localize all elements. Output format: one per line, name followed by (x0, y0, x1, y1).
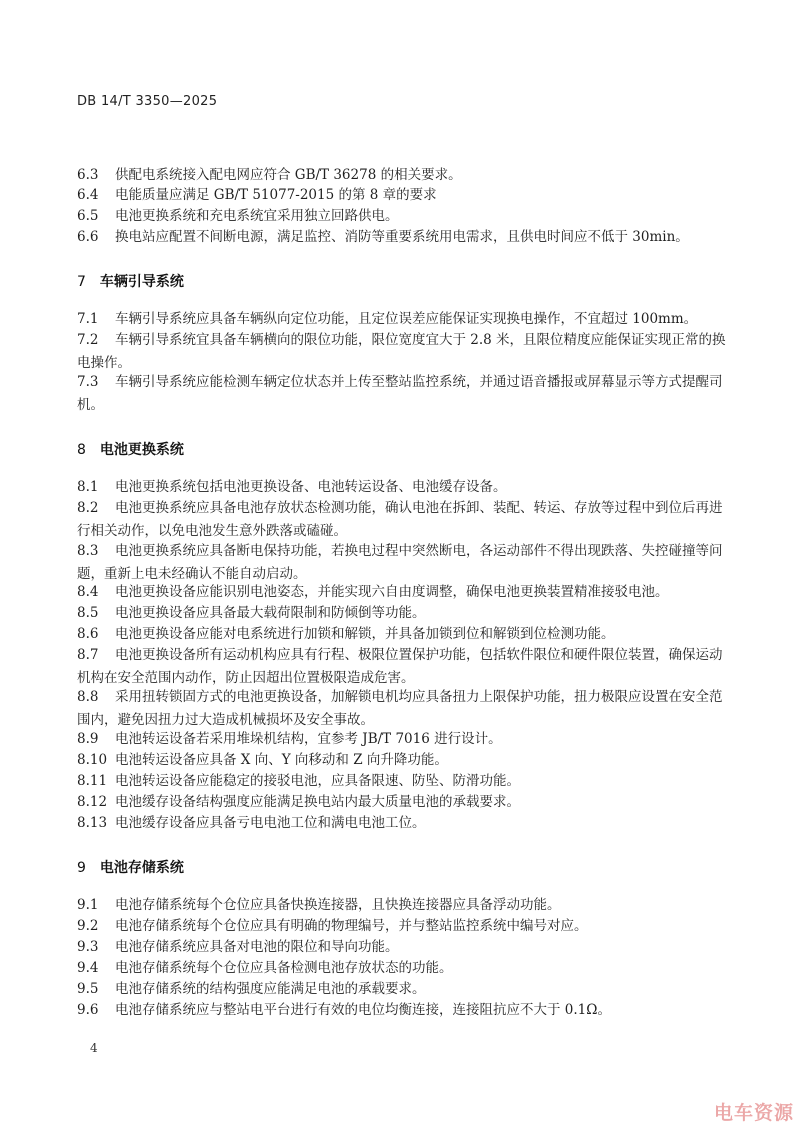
clause-8-3 (77, 540, 729, 586)
clause-text: 换电站应配置不间断电源，满足监控、消防等重要系统用电需求，且供电时间应不低于 30min。 (115, 229, 689, 245)
clause-8-11 (77, 770, 729, 793)
clause-9-5 (77, 978, 729, 1001)
section-number: 7 (77, 274, 86, 290)
clause-text: 电池更换系统应具备电池存放状态检测功能，确认电池在拆卸、装配、转运、存放等过程中到位后再进行相关动作，以免电池发生意外跌落或磕碰。 (77, 500, 723, 539)
clause-number: 7.1 (77, 311, 99, 327)
clause-text: 电池更换系统应具备断电保持功能，若换电过程中突然断电，各运动部件不得出现跌落、失控碰撞等问题，重新上电未经确认不能自动启动。 (77, 543, 723, 582)
clause-number: 8.4 (77, 584, 99, 600)
clause-text: 电池存储系统应与整站电平台进行有效的电位均衡连接，连接阻抗应不大于 0.1Ω。 (115, 1002, 611, 1018)
clause-number: 7.3 (77, 374, 99, 390)
clause-number: 8.13 (77, 815, 108, 831)
clause-9-6 (77, 999, 729, 1022)
page-number: 4 (90, 1041, 98, 1055)
clause-text: 电池存储系统每个仓位应具备检测电池存放状态的功能。 (115, 960, 453, 976)
clause-number: 8.1 (77, 479, 99, 495)
clause-text: 车辆引导系统应具备车辆纵向定位功能，且定位误差应能保证实现换电操作，不宜超过 100mm。 (115, 311, 698, 327)
section-heading-9 (77, 857, 184, 877)
clause-text: 电池更换系统包括电池更换设备、电池转运设备、电池缓存设备。 (115, 479, 507, 495)
clause-8-13 (77, 812, 729, 835)
clause-8-10 (77, 749, 729, 772)
clause-number: 7.2 (77, 332, 99, 348)
clause-6-6 (77, 226, 729, 249)
clause-text: 电池缓存设备应具备亏电电池工位和满电电池工位。 (115, 815, 426, 831)
clause-text: 电池存储系统的结构强度应能满足电池的承载要求。 (115, 981, 426, 997)
clause-number: 8.3 (77, 543, 99, 559)
clause-number: 8.2 (77, 500, 99, 516)
clause-number: 6.4 (77, 187, 99, 203)
clause-text: 电池更换设备所有运动机构应具有行程、极限位置保护功能，包括软件限位和硬件限位装置，确保运动机构在安全范围内动作，防止因超出位置极限造成危害。 (77, 647, 723, 686)
clause-number: 9.5 (77, 981, 99, 997)
clause-6-4 (77, 184, 729, 207)
clause-text: 电池缓存设备结构强度应能满足换电站内最大质量电池的承载要求。 (115, 794, 520, 810)
clause-9-4 (77, 957, 729, 980)
section-title: 电池存储系统 (99, 860, 184, 876)
clause-text: 车辆引导系统宜具备车辆横向的限位功能，限位宽度宜大于 2.8 米，且限位精度应能保证实现正常的换电操作。 (77, 332, 726, 371)
section-number: 8 (77, 442, 86, 458)
clause-text: 电池转运设备若采用堆垛机结构，宜参考 JB/T 7016 进行设计。 (115, 731, 502, 747)
clause-number: 8.9 (77, 731, 99, 747)
section-heading-7 (77, 271, 184, 291)
watermark-logo: 电车资源 (713, 1102, 794, 1124)
clause-number: 8.6 (77, 626, 99, 642)
clause-text: 电池更换系统和充电系统宜采用独立回路供电。 (115, 208, 399, 224)
clause-7-3 (77, 371, 729, 417)
clause-7-2 (77, 329, 729, 375)
clause-number: 8.12 (77, 794, 108, 810)
clause-text: 车辆引导系统应能检测车辆定位状态并上传至整站监控系统，并通过语音播报或屏幕显示等方式提醒司机。 (77, 374, 723, 413)
clause-text: 电池转运设备应能稳定的接驳电池，应具备限速、防坠、防滑功能。 (115, 773, 520, 789)
section-heading-8 (77, 439, 184, 459)
clause-text: 电能质量应满足 GB/T 51077-2015 的第 8 章的要求 (115, 187, 437, 203)
document-code-header: DB 14/T 3350—2025 (77, 94, 218, 109)
clause-number: 9.6 (77, 1002, 99, 1018)
clause-9-3 (77, 936, 729, 959)
clause-8-5 (77, 602, 729, 625)
clause-text: 电池转运设备应具备 X 向、Y 向移动和 Z 向升降功能。 (115, 752, 448, 768)
clause-text: 供配电系统接入配电网应符合 GB/T 36278 的相关要求。 (115, 167, 462, 183)
clause-number: 8.7 (77, 647, 99, 663)
clause-number: 9.3 (77, 939, 99, 955)
clause-9-1 (77, 894, 729, 917)
section-number: 9 (77, 860, 86, 876)
section-title: 电池更换系统 (99, 442, 184, 458)
clause-number: 9.2 (77, 918, 99, 934)
clause-number: 8.10 (77, 752, 108, 768)
clause-text: 电池更换设备应能对电系统进行加锁和解锁，并具备加锁到位和解锁到位检测功能。 (115, 626, 615, 642)
clause-8-4 (77, 581, 729, 604)
clause-number: 8.11 (77, 773, 108, 789)
clause-text: 电池存储系统每个仓位应具备快换连接器，且快换连接器应具备浮动功能。 (115, 897, 561, 913)
clause-text: 电池存储系统每个仓位应具有明确的物理编号，并与整站监控系统中编号对应。 (115, 918, 588, 934)
clause-7-1 (77, 308, 729, 331)
clause-number: 8.5 (77, 605, 99, 621)
clause-text: 电池更换设备应具备最大载荷限制和防倾倒等功能。 (115, 605, 426, 621)
clause-number: 6.5 (77, 208, 99, 224)
clause-9-2 (77, 915, 729, 938)
clause-8-12 (77, 791, 729, 814)
section-title: 车辆引导系统 (99, 274, 184, 290)
clause-number: 9.4 (77, 960, 99, 976)
clause-text: 采用扭转锁固方式的电池更换设备，加解锁电机均应具备扭力上限保护功能，扭力极限应设置在安全范围内，避免因扭力过大造成机械损坏及安全事故。 (77, 689, 723, 728)
clause-number: 6.6 (77, 229, 99, 245)
clause-text: 电池存储系统应具备对电池的限位和导向功能。 (115, 939, 399, 955)
clause-number: 9.1 (77, 897, 99, 913)
clause-8-1 (77, 476, 729, 499)
clause-8-9 (77, 728, 729, 751)
clause-8-2 (77, 497, 729, 543)
clause-8-6 (77, 623, 729, 646)
clause-8-7 (77, 644, 729, 690)
clause-text: 电池更换设备应能识别电池姿态，并能实现六自由度调整，确保电池更换装置精准接驳电池。 (115, 584, 669, 600)
clause-number: 8.8 (77, 689, 99, 705)
clause-number: 6.3 (77, 167, 99, 183)
clause-8-8 (77, 686, 729, 732)
clause-6-5 (77, 205, 729, 228)
